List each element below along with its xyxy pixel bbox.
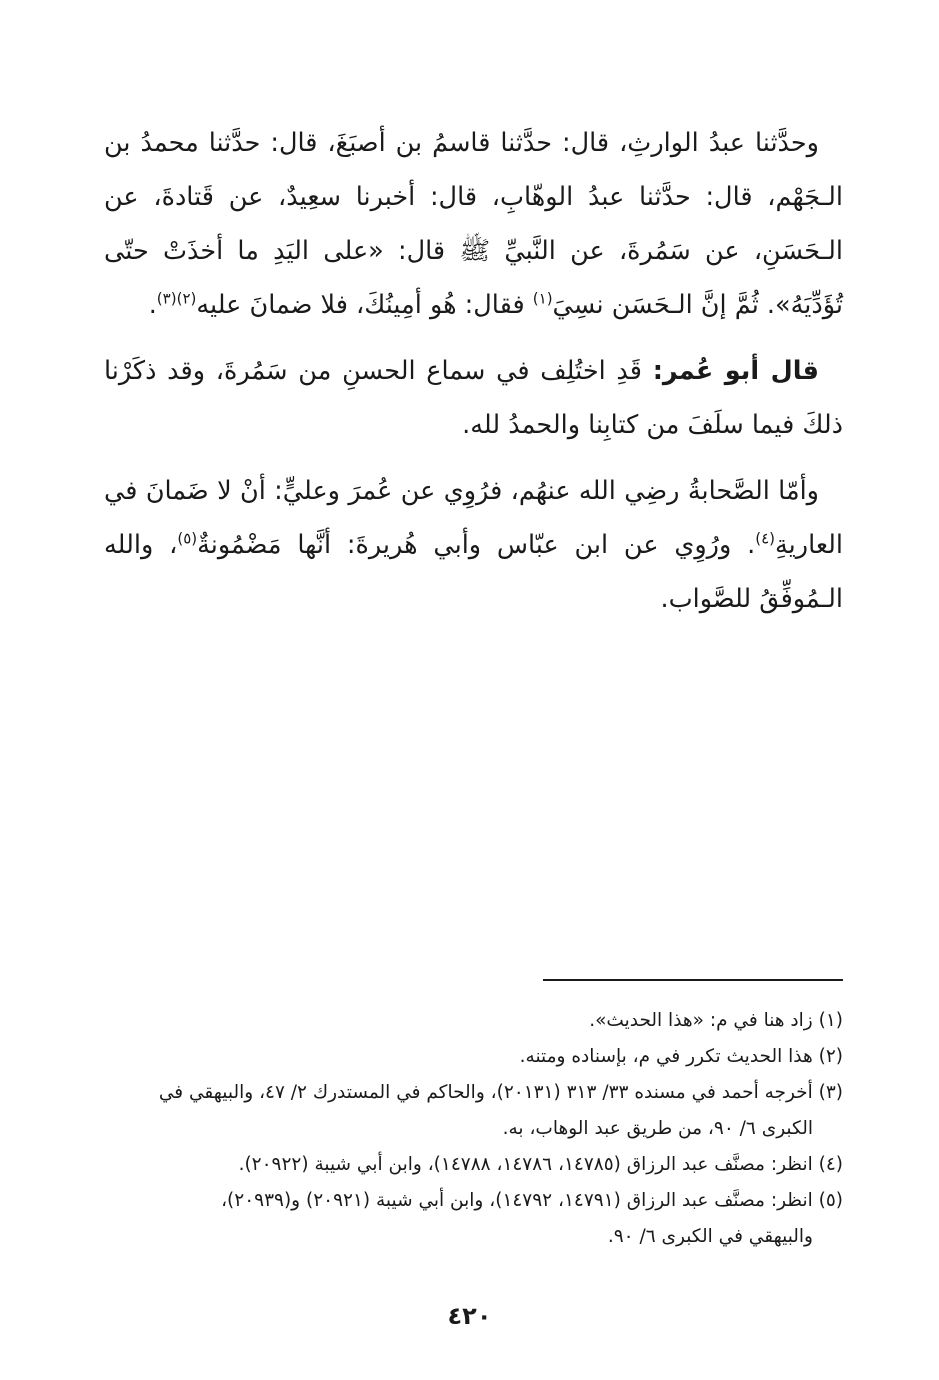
footnote-5-continued: والبيهقي في الكبرى ٦/ ٩٠. — [607, 1226, 813, 1247]
paragraph-text: . ورُوِي عن ابن عبّاس وأبي هُريرةَ: أنَّها مَضْمُونةٌ — [197, 530, 756, 560]
paragraph-text: ، والله الـمُوفِّقُ للصَّواب. — [104, 530, 843, 614]
footnote-4: (٤) انظر: مصنَّف عبد الرزاق (١٤٧٨٥، ١٤٧٨٦، ١٤٧٨٨)، وابن أبي شيبة (٢٠٩٢٢). — [238, 1154, 843, 1175]
paragraph-hadith-chain — [104, 116, 843, 332]
footnote-1: (١) زاد هنا في م: «هذا الحديث». — [589, 1010, 843, 1031]
footnote-ref-5[interactable]: (٥) — [177, 529, 198, 548]
paragraph-companions — [104, 464, 843, 626]
footnote-ref-2-3[interactable]: (٢)(٣) — [156, 289, 197, 308]
paragraph-abu-umar — [104, 344, 843, 452]
footnote-5: (٥) انظر: مصنَّف عبد الرزاق (١٤٧٩١، ١٤٧٩٢)، وابن أبي شيبة (٢٠٩٢١) و(٢٠٩٣٩)، — [221, 1190, 843, 1211]
footnote-ref-4[interactable]: (٤) — [755, 529, 775, 548]
footnote-2: (٢) هذا الحديث تكرر في م، بإسناده ومتنه. — [519, 1046, 843, 1067]
paragraph-text: وحدَّثنا عبدُ الوارثِ، قال: حدَّثنا قاسمُ بن أصبَغَ، قال: حدَّثنا محمدُ بن الـجَهْم، قال: حدَّثنا عبدُ الوهّابِ، قال: أخبرنا سعِيدٌ، عن قَتادةَ، عن الـحَسَنِ، عن سَمُرةَ، عن النَّبيِّ ﷺ قال: «على اليَدِ ما أخذَتْ حتّى تُؤَدِّيَهُ». ثُمَّ إنَّ الـحَسَن نسِيَ — [104, 128, 843, 320]
paragraph-text: فقال: هُو أمِينُكَ، فلا ضمانَ عليه — [196, 290, 533, 320]
footnote-divider — [543, 979, 843, 981]
footnote-ref-1[interactable]: (١) — [532, 289, 553, 308]
paragraph-text: وأمّا الصَّحابةُ رضِي الله عنهُم، فرُوِي عن عُمرَ وعليٍّ: أنْ لا ضَمانَ في العاريةِ — [104, 476, 843, 560]
paragraph-end: . — [148, 290, 157, 320]
main-text-body — [104, 116, 843, 638]
page-number: ٤٢٠ — [447, 1302, 492, 1330]
paragraph-text: قَدِ اختُلِف في سماع الحسنِ من سَمُرةَ، وقد ذكَرْنا ذلكَ فيما سلَفَ من كتابِنا والحمدُ لله. — [104, 356, 843, 440]
footnote-3-continued: الكبرى ٦/ ٩٠، من طريق عبد الوهاب، به. — [502, 1118, 813, 1139]
footnote-3: (٣) أخرجه أحمد في مسنده ٣٣/ ٣١٣ (٢٠١٣١)، والحاكم في المستدرك ٢/ ٤٧، والبيهقي في — [158, 1082, 843, 1103]
footnotes-section — [104, 1004, 843, 1256]
speaker-label: قال أبو عُمر: — [652, 356, 819, 386]
